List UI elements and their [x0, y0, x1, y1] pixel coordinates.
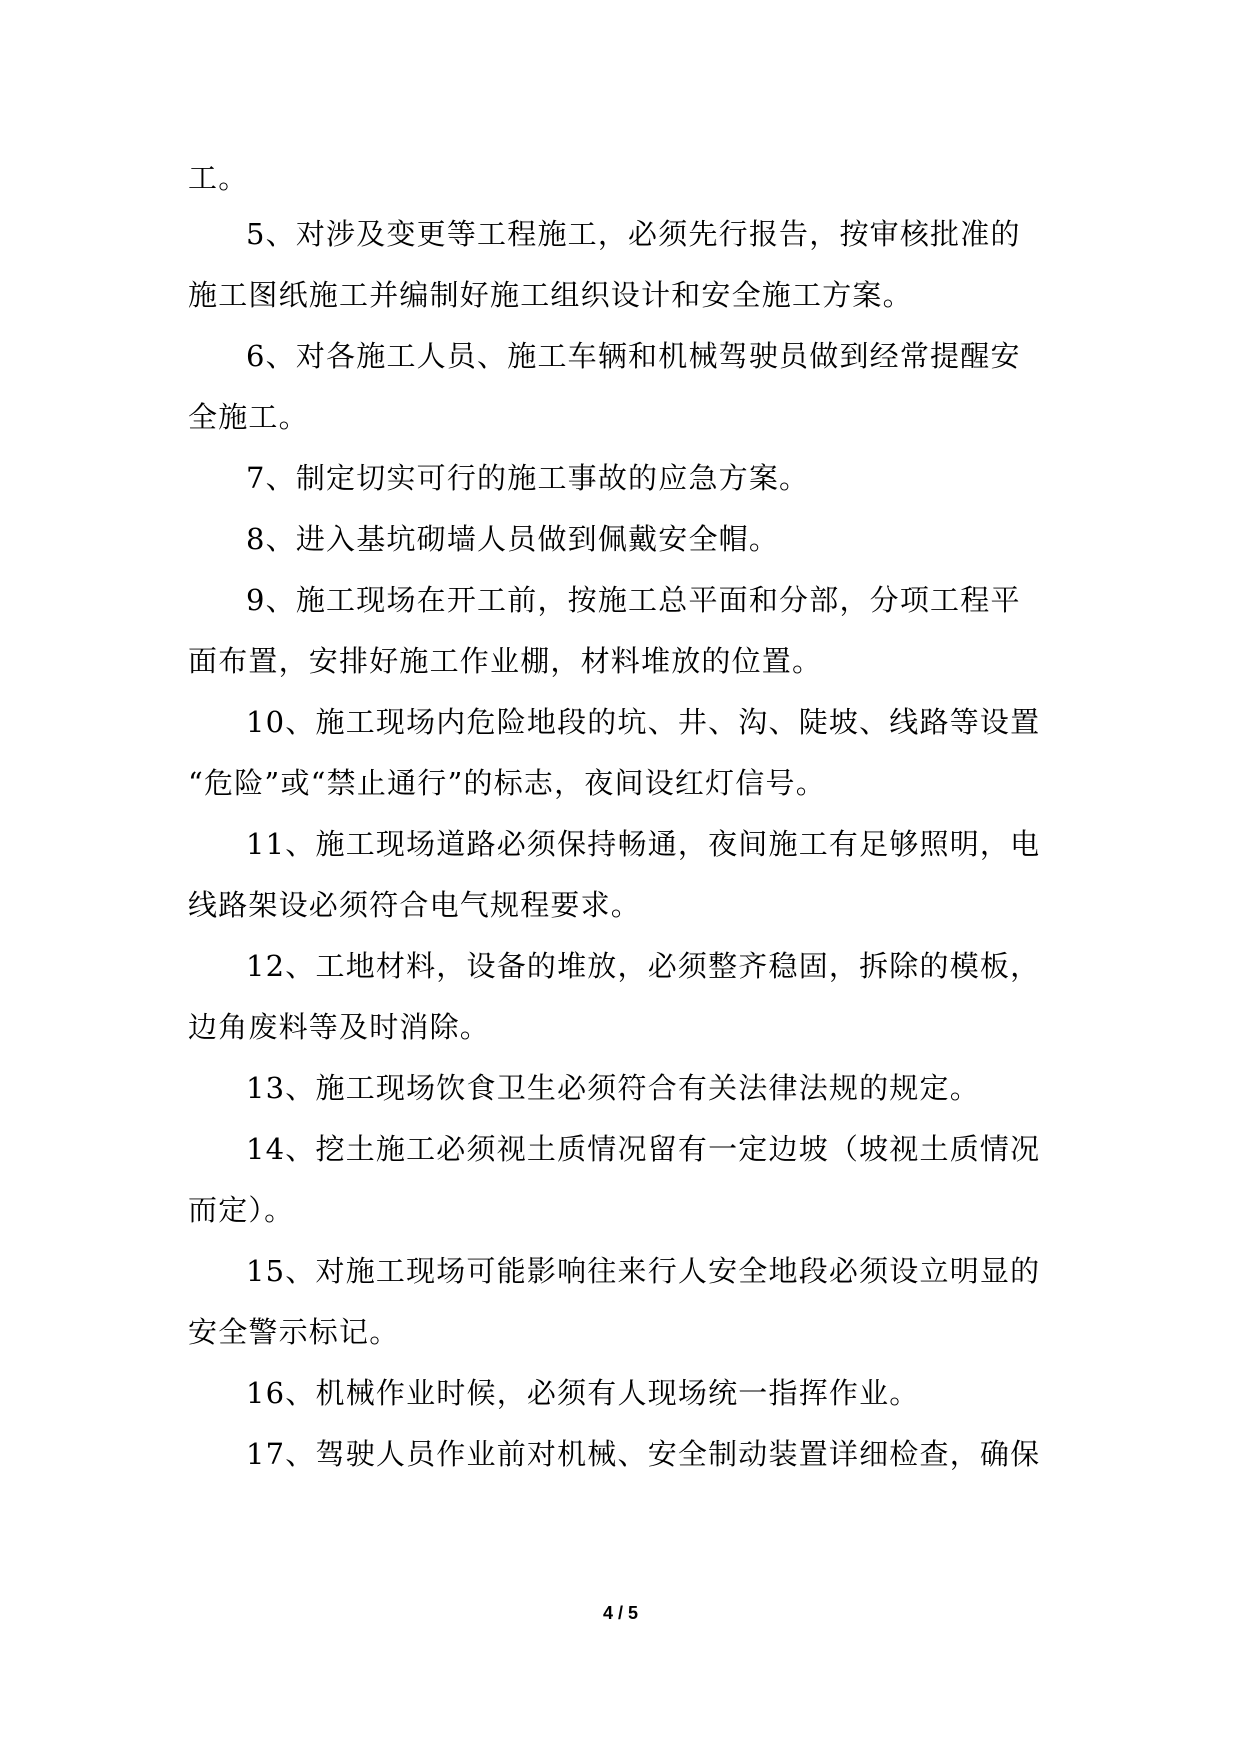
text-line: 17、驾驶人员作业前对机械、安全制动装置详细检查，确保: [246, 1437, 1041, 1471]
text-line: 全施工。: [188, 400, 309, 434]
text-line: 施工图纸施工并编制好施工组织设计和安全施工方案。: [188, 278, 913, 312]
text-line: 12、工地材料，设备的堆放，必须整齐稳固，拆除的模板，: [246, 949, 1041, 983]
text-line: 16、机械作业时候，必须有人现场统一指挥作业。: [246, 1376, 920, 1410]
text-line: 13、施工现场饮食卫生必须符合有关法律法规的规定。: [246, 1071, 980, 1105]
text-line: 8、进入基坑砌墙人员做到佩戴安全帽。: [246, 522, 780, 556]
text-line: 7、制定切实可行的施工事故的应急方案。: [246, 461, 810, 495]
text-line: 9、施工现场在开工前，按施工总平面和分部，分项工程平: [246, 583, 1021, 617]
text-line: 线路架设必须符合电气规程要求。: [188, 888, 642, 922]
text-line: 安全警示标记。: [188, 1315, 400, 1349]
text-line: 而定）。: [188, 1193, 295, 1227]
text-line: “危险”或“禁止通行”的标志，夜间设红灯信号。: [188, 766, 826, 800]
text-line: 边角废料等及时消除。: [188, 1010, 491, 1044]
text-line: 5、对涉及变更等工程施工，必须先行报告，按审核批准的: [246, 217, 1021, 251]
text-line: 工。: [188, 161, 249, 195]
page-number: 4 / 5: [602, 1603, 639, 1623]
text-line: 15、对施工现场可能影响往来行人安全地段必须设立明显的: [246, 1254, 1041, 1288]
text-line: 10、施工现场内危险地段的坑、井、沟、陡坡、线路等设置: [246, 705, 1041, 739]
text-line: 11、施工现场道路必须保持畅通，夜间施工有足够照明，电: [246, 827, 1041, 861]
text-line: 面布置，安排好施工作业棚，材料堆放的位置。: [188, 644, 823, 678]
text-line: 6、对各施工人员、施工车辆和机械驾驶员做到经常提醒安: [246, 339, 1021, 373]
text-line: 14、挖土施工必须视土质情况留有一定边坡（坡视土质情况: [246, 1132, 1041, 1166]
